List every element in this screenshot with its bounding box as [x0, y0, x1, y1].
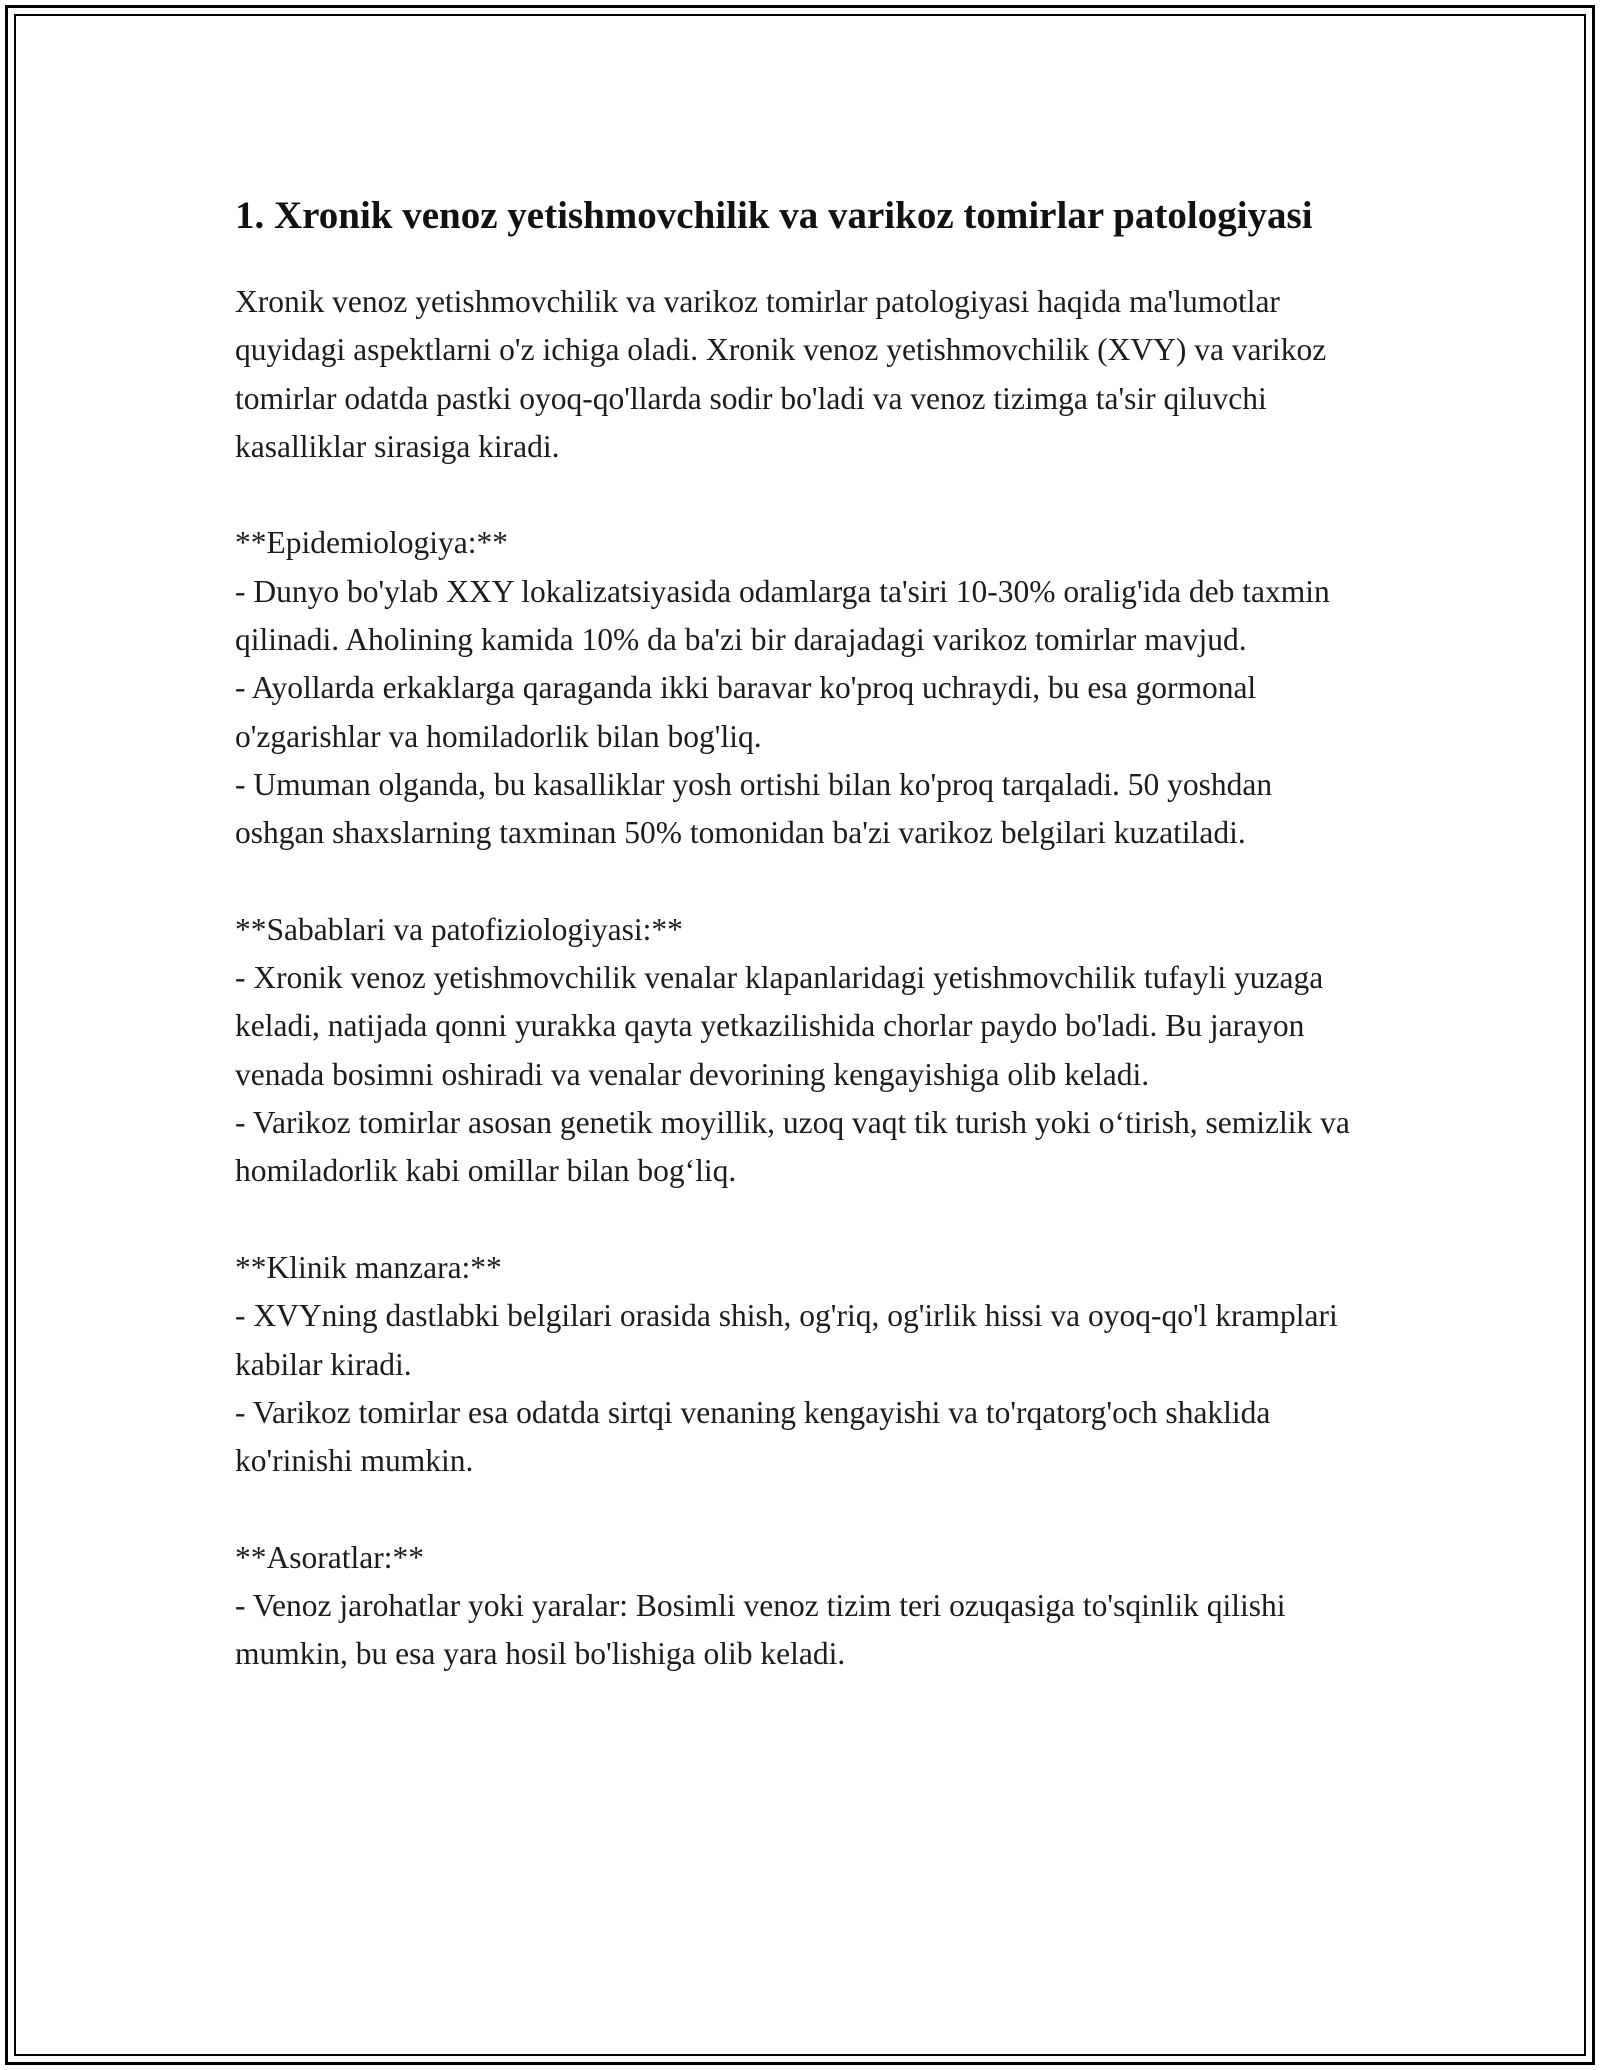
section-epidemiology	[235, 519, 1365, 857]
section-heading: **Klinik manzara:**	[235, 1249, 502, 1285]
section-heading: **Asoratlar:**	[235, 1539, 424, 1575]
document-title: 1. Xronik venoz yetishmovchilik va varikoz tomirlar patologiyasi	[235, 194, 1313, 237]
intro-paragraph: Xronik venoz yetishmovchilik va varikoz tomirlar patologiyasi haqida ma'lumotlar quyidagi aspektlarni o'z ichiga oladi. Xronik venoz yetishmovchilik (XVY) va varikoz tomirlar odatda pastki oyoq-qo'llarda sodir bo'ladi va venoz tizimga ta'sir qiluvchi kasalliklar sirasiga kiradi.	[235, 284, 1327, 464]
bullet-item: - Xronik venoz yetishmovchilik venalar klapanlaridagi yetishmovchilik tufayli yuzaga keladi, natijada qonni yurakka qayta yetkazilishida chorlar paydo bo'ladi. Bu jarayon venada bosimni oshiradi va venalar devorining kengayishiga olib keladi.	[235, 960, 1324, 1092]
bullet-item: - Varikoz tomirlar asosan genetik moyillik, uzoq vaqt tik turish yoki o‘tirish, semizlik va homiladorlik kabi omillar bilan bog‘liq.	[235, 1105, 1350, 1189]
bullet-item: - Ayollarda erkaklarga qaraganda ikki baravar ko'proq uchraydi, bu esa gormonal o'zgarishlar va homiladorlik bilan bog'liq.	[235, 670, 1257, 754]
bullet-item: - Dunyo bo'ylab XXY lokalizatsiyasida odamlarga ta'siri 10-30% oralig'ida deb taxmin qilinadi. Aholining kamida 10% da ba'zi bir darajadagi varikoz tomirlar mavjud.	[235, 573, 1330, 658]
bullet-item: - XVYning dastlabki belgilari orasida shish, og'riq, og'irlik hissi va oyoq-qo'l kramplari kabilar kiradi.	[235, 1298, 1338, 1382]
section-complications	[235, 1534, 1365, 1679]
section-causes-pathophysiology	[235, 906, 1365, 1196]
section-clinical-picture	[235, 1244, 1365, 1485]
section-heading: **Sabablari va patofiziologiyasi:**	[235, 911, 683, 947]
document-content	[235, 188, 1365, 1679]
section-heading: **Epidemiologiya:**	[235, 525, 508, 561]
bullet-item: - Venoz jarohatlar yoki yaralar: Bosimli venoz tizim teri ozuqasiga to'sqinlik qilishi mumkin, bu esa yara hosil bo'lishiga olib keladi.	[235, 1588, 1286, 1672]
bullet-item: - Varikoz tomirlar esa odatda sirtqi venaning kengayishi va to'rqatorg'och shaklida ko'rinishi mumkin.	[235, 1394, 1271, 1479]
document-body	[235, 278, 1365, 1679]
bullet-item: - Umuman olganda, bu kasalliklar yosh ortishi bilan ko'proq tarqaladi. 50 yoshdan oshgan shaxslarning taxminan 50% tomonidan ba'zi varikoz belgilari kuzatiladi.	[235, 766, 1273, 851]
